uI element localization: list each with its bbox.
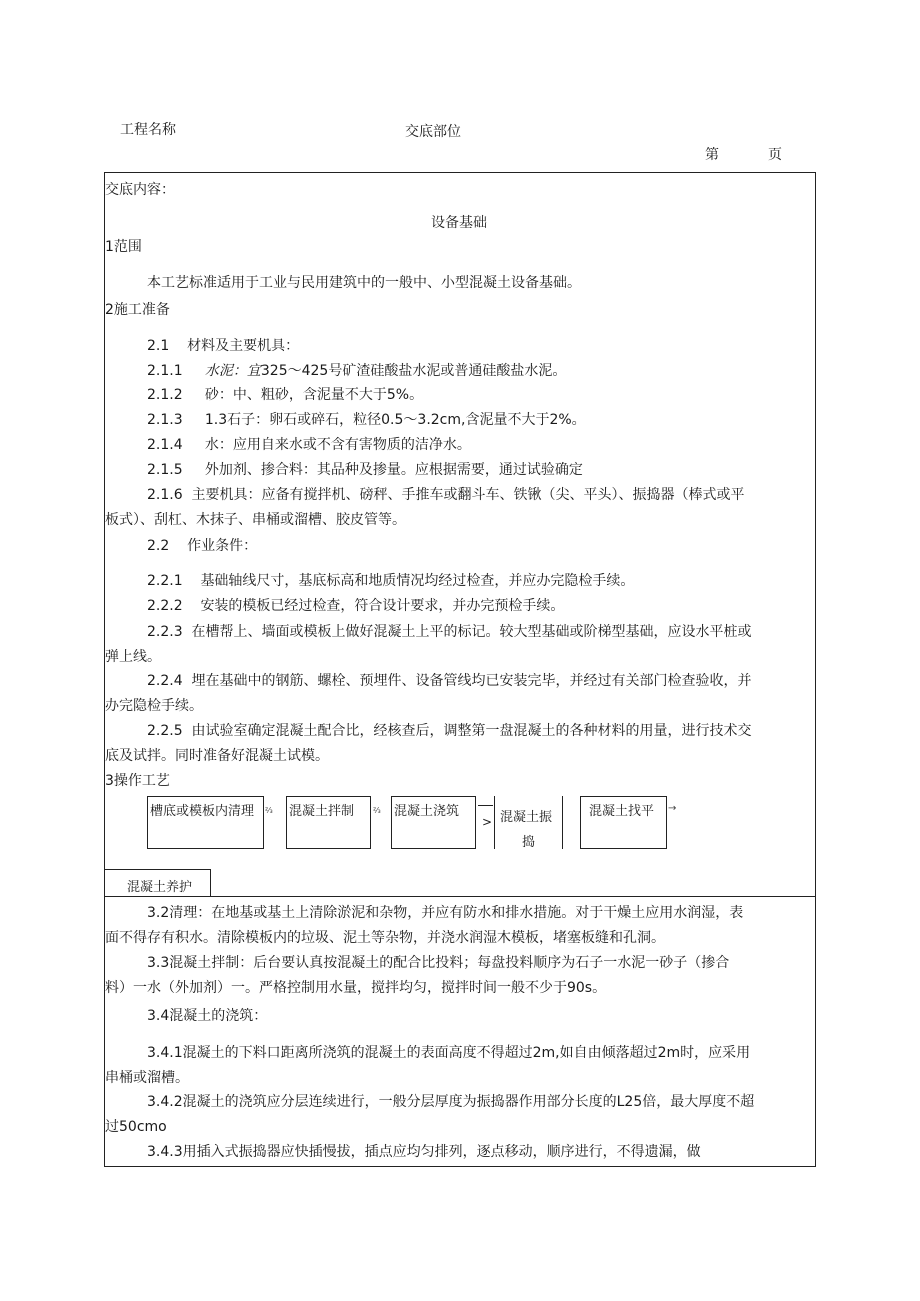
item-3-4-2-line1: 3.4.2混凝土的浇筑应分层连续进行，一般分层厚度为振捣器作用部分长度的L25倍，最大厚度不超 xyxy=(147,1094,755,1110)
item-3-4-3: 3.4.3用插入式振捣器应快插慢拔，插点应均匀排列，逐点移动，顺序进行，不得遗漏，做 xyxy=(147,1144,701,1160)
curing-top-line xyxy=(105,869,211,870)
item-2-2-3-line1 xyxy=(147,623,752,641)
section-1-text: 本工艺标准适用于工业与民用建筑中的一般中、小型混凝土设备基础。 xyxy=(147,275,581,291)
flow-step-pour xyxy=(391,796,476,849)
item-text: 作业条件： xyxy=(187,538,258,554)
item-text: 外加剂、掺合料：其品种及掺量。应根据需要，通过试验确定 xyxy=(204,462,583,478)
item-2-1-6-line2: 板式）、刮杠、木抹子、串桶或溜槽、胶皮管等。 xyxy=(105,512,406,528)
item-number: 2.2 xyxy=(147,538,170,554)
item-text: 基础轴线尺寸，基底标高和地质情况均经过检查，并应办完隐检手续。 xyxy=(200,573,635,589)
item-3-3-line2: 料）一水（外加剂）一。严格控制用水量，搅拌均匀，搅拌时间一般不少于90s。 xyxy=(105,980,607,996)
flow-step-mix xyxy=(286,796,371,849)
flow-step-level xyxy=(580,796,667,849)
item-text: 材料及主要机具： xyxy=(187,338,300,354)
item-text: 水：应用自来水或不含有害物质的洁净水。 xyxy=(204,437,471,453)
item-number: 2.2.1 xyxy=(147,573,183,589)
curing-right-line xyxy=(210,869,211,897)
item-2-2-2 xyxy=(147,597,564,615)
flow-step-vibrate-line2: 捣 xyxy=(522,835,536,850)
item-2-1-1 xyxy=(147,362,566,380)
item-2-1-5 xyxy=(147,461,583,479)
flow-step-label: 混凝土拌制 xyxy=(289,804,355,819)
flow-step-label: 混凝土浇筑 xyxy=(394,804,460,819)
item-number: 2.1.6 xyxy=(147,487,183,503)
item-3-4: 3.4混凝土的浇筑： xyxy=(147,1008,268,1024)
document-title: 设备基础 xyxy=(431,215,487,231)
item-number: 2.1.4 xyxy=(147,437,183,453)
flow-divider-left xyxy=(494,796,495,849)
item-number: 2.2.5 xyxy=(147,723,183,739)
item-2-2-5-line1 xyxy=(147,722,752,740)
item-3-4-1-line1: 3.4.1混凝土的下料口距离所浇筑的混凝土的表面高度不得超过2m,如自由倾落超过2m时，应采用 xyxy=(147,1045,751,1061)
flow-arrow-3: > xyxy=(482,815,493,829)
item-number: 2.2.4 xyxy=(147,673,183,689)
item-2-1 xyxy=(147,337,299,355)
item-2-2-5-line2: 底及试拌。同时准备好混凝土试模。 xyxy=(105,748,329,764)
intro-label: 交底内容： xyxy=(105,182,175,198)
item-text: 埋在基础中的钢筋、螺栓、预埋件、设备管线均已安装完毕，并经过有关部门检查验收，并 xyxy=(191,673,752,689)
item-2-1-2 xyxy=(147,386,423,404)
section-2-heading: 2施工准备 xyxy=(105,302,170,318)
item-2-2-1 xyxy=(147,572,634,590)
flow-arrow-2: ⅔ xyxy=(373,806,381,815)
item-number: 2.1 xyxy=(147,338,170,354)
item-text: 在槽帮上、墙面或模板上做好混凝土上平的标记。较大型基础或阶梯型基础，应设水平桩或 xyxy=(191,624,752,640)
flow-connector-line xyxy=(478,805,493,806)
item-number: 2.2.3 xyxy=(147,624,183,640)
flow-step-clean xyxy=(147,796,264,849)
project-name-label: 工程名称 xyxy=(120,122,176,138)
item-number: 2.1.5 xyxy=(147,462,183,478)
item-2-1-6-line1 xyxy=(147,486,745,504)
section-1-heading: 1范围 xyxy=(105,239,142,255)
flow-step-label: 混凝土找平 xyxy=(589,804,655,819)
section-3-heading: 3操作工艺 xyxy=(105,773,170,789)
item-3-2-line1: 3.2清理：在地基或基土上清除淤泥和杂物，并应有防水和排水措施。对于干燥土应用水润湿，表 xyxy=(147,905,744,921)
item-text: 主要机具：应备有搅拌机、磅秤、手推车或翻斗车、铁锹（尖、平头）、振捣器（棒式或平 xyxy=(191,487,745,503)
item-text: 砂：中、粗砂，含泥量不大于5%。 xyxy=(204,387,424,403)
item-2-2-4-line2: 办完隐检手续。 xyxy=(105,698,203,714)
flow-arrow-end: → xyxy=(668,803,677,814)
flow-step-label: 槽底或模板内清理 xyxy=(150,804,255,819)
item-number: 2.1.3 xyxy=(147,412,183,428)
item-text-italic: 水泥：宜 xyxy=(204,363,261,379)
content-frame xyxy=(104,172,816,1167)
item-text: 安装的模板已经过检查，符合设计要求，并办完预检手续。 xyxy=(200,598,565,614)
item-3-4-1-line2: 串桶或溜槽。 xyxy=(105,1070,189,1086)
item-text: 325～425号矿渣硅酸盐水泥或普通硅酸盐水泥。 xyxy=(260,363,567,379)
item-text: 1.3石子：卵石或碎石，粒径0.5～3.2cm,含泥量不大于2%。 xyxy=(204,412,586,428)
item-3-4-2-line2: 过50cmo xyxy=(105,1119,167,1135)
item-2-2 xyxy=(147,537,257,555)
page-label-suffix: 页 xyxy=(768,147,782,163)
flow-divider-right xyxy=(562,796,563,849)
item-2-1-4 xyxy=(147,436,471,454)
flow-arrow-1: ⅔ xyxy=(265,806,273,815)
page-label-prefix: 第 xyxy=(705,147,719,163)
flow-step-vibrate-line1: 混凝土振 xyxy=(500,810,553,825)
flow-step-curing: 混凝土养护 xyxy=(127,880,193,895)
item-number: 2.1.2 xyxy=(147,387,183,403)
item-text: 由试验室确定混凝土配合比，经核查后，调整第一盘混凝土的各种材料的用量，进行技术交 xyxy=(191,723,752,739)
item-2-1-3 xyxy=(147,411,586,429)
item-2-2-4-line1 xyxy=(147,672,752,690)
item-3-3-line1: 3.3混凝土拌制：后台要认真按混凝土的配合比投料；每盘投料顺序为石子一水泥一砂子（掺合 xyxy=(147,955,730,971)
curing-bottom-line xyxy=(105,896,815,897)
item-number: 2.2.2 xyxy=(147,598,183,614)
item-2-2-3-line2: 弹上线。 xyxy=(105,649,161,665)
location-label: 交底部位 xyxy=(405,124,461,140)
item-number: 2.1.1 xyxy=(147,363,183,379)
item-3-2-line2: 面不得存有积水。清除模板内的垃圾、泥土等杂物，并浇水润湿木模板，堵塞板缝和孔洞。 xyxy=(105,930,665,946)
